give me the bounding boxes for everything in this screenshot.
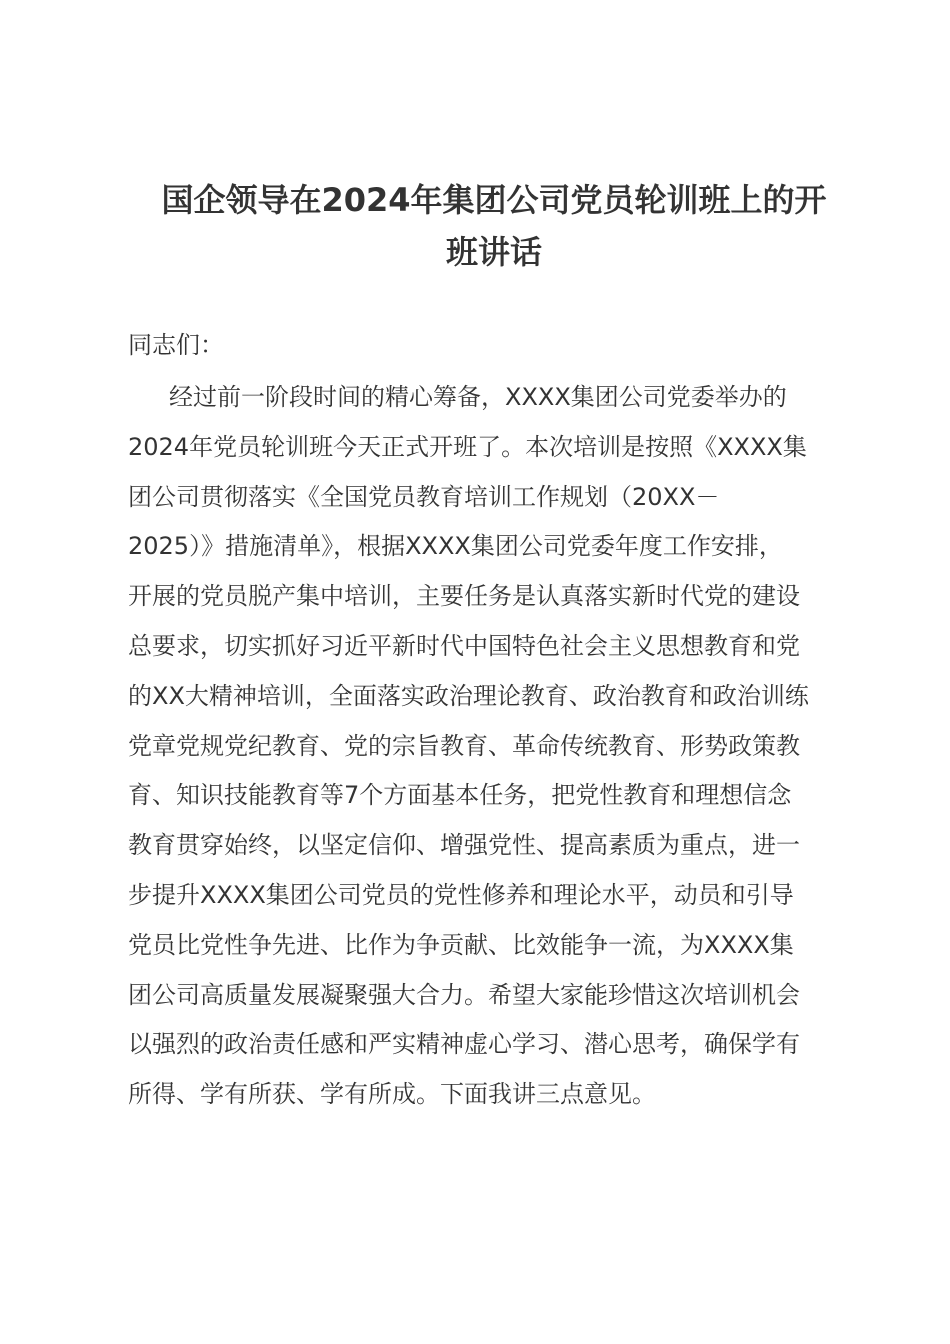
paragraph-line: 育、知识技能教育等7个方面基本任务，把党性教育和理想信念 bbox=[128, 781, 792, 810]
paragraph-line: 所得、学有所获、学有所成。下面我讲三点意见。 bbox=[128, 1080, 656, 1109]
paragraph-line: 教育贯穿始终，以坚定信仰、增强党性、提高素质为重点，进一 bbox=[128, 831, 800, 860]
title-line: 国企领导在2024年集团公司党员轮训班上的开 bbox=[161, 181, 827, 219]
paragraph-line: 以强烈的政治责任感和严实精神虚心学习、潜心思考，确保学有 bbox=[128, 1030, 800, 1059]
paragraph-line: 步提升XXXX集团公司党员的党性修养和理论水平，动员和引导 bbox=[128, 880, 794, 909]
speech-paragraph bbox=[128, 373, 858, 1120]
paragraph-line: 开展的党员脱产集中培训，主要任务是认真落实新时代党的建设 bbox=[128, 582, 800, 611]
document-title bbox=[118, 174, 870, 278]
paragraph-line: 团公司高质量发展凝聚强大合力。希望大家能珍惜这次培训机会 bbox=[128, 980, 800, 1009]
paragraph-line: 总要求，切实抓好习近平新时代中国特色社会主义思想教育和党 bbox=[128, 631, 800, 660]
salutation: 同志们： bbox=[128, 331, 224, 359]
paragraph-line: 2025）》措施清单》，根据XXXX集团公司党委年度工作安排， bbox=[128, 532, 783, 561]
paragraph-line: 党员比党性争先进、比作为争贡献、比效能争一流，为XXXX集 bbox=[128, 930, 794, 959]
paragraph-line: 团公司贯彻落实《全国党员教育培训工作规划（20XX－ bbox=[128, 482, 720, 511]
paragraph-line: 2024年党员轮训班今天正式开班了。本次培训是按照《XXXX集 bbox=[128, 432, 807, 461]
paragraph-line: 的XX大精神培训，全面落实政治理论教育、政治教育和政治训练 bbox=[128, 681, 809, 710]
paragraph-line: 经过前一阶段时间的精心筹备，XXXX集团公司党委举办的 bbox=[169, 383, 787, 411]
paragraph-line: 党章党规党纪教育、党的宗旨教育、革命传统教育、形势政策教 bbox=[128, 731, 800, 760]
title-line: 班讲话 bbox=[445, 233, 542, 271]
